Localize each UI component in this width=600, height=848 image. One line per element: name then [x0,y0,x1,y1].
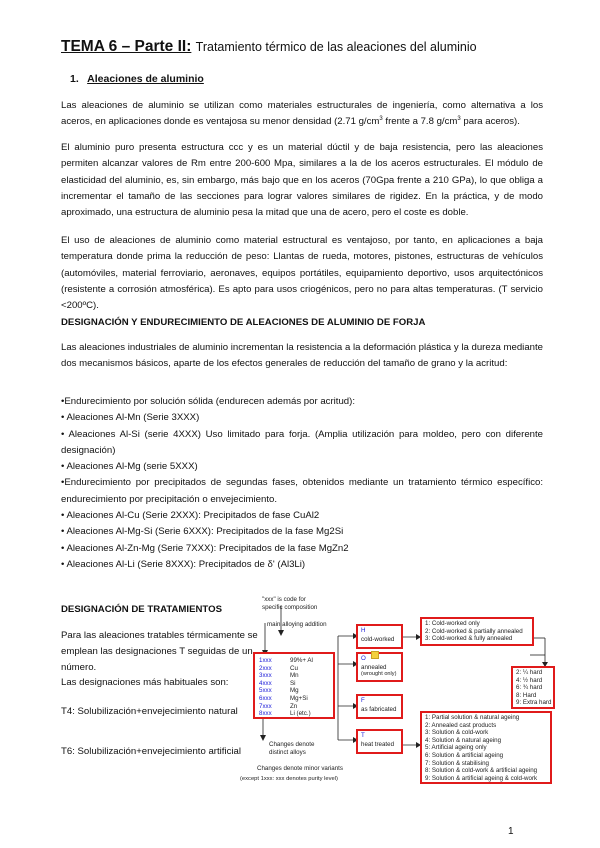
bullet-list [61,394,543,573]
list-item: 3: Solution & cold-work [425,729,489,737]
note-changes-distinct [269,741,314,756]
series-code: 2xxx [259,664,272,672]
list-item: • Aleaciones Al-Si (serie 4XXX) Uso limitado para forja. (Amplia utilización para moldeo, pero con diferente designación) [61,428,543,456]
series-element: Si [290,679,296,687]
temper-h-letter: H [361,627,366,634]
series-element: Zn [290,702,298,710]
list-item: 9: Solution & artificial ageing & cold-work [425,774,538,782]
heading-designacion-tratamientos: DESIGNACIÓN DE TRATAMIENTOS [61,604,222,615]
series-element: Cu [290,664,298,672]
list-item: 7: Solution & stabilising [425,759,489,767]
temper-h-box [356,624,403,649]
list-item: •Endurecimiento por precipitados de segundas fases, obtenidos mediante un tratamiento térmico específico: endurecimiento por precipitación o envejecimiento. [61,477,543,505]
temper-t-label: heat treated [361,741,395,748]
series-code: 5xxx [259,687,272,695]
note-changes-line2: distinct alloys [269,748,306,756]
paragraph-applications: El uso de aleaciones de aluminio como material estructural es ventajoso, por tanto, en aplicaciones a baja temperatura donde prima la reducción de peso: Llantas de rueda, motores, pistones, estructuras de vehículos (automóviles, material ferroviario, aeronaves, equipos portátiles, equipamiento deportivo, usos arquitectónicos (resistente a corrosión atmosférica). Es apto para usos criogénicos, pero no para altas temperaturas. (T servicio <200ºC). [61,235,543,312]
temper-t-letter: T [361,732,365,739]
series-code: 6xxx [259,694,272,702]
list-item: 2: Annealed cast products [425,721,497,729]
section-number: 1. [70,73,79,85]
note-changes-line1: Changes denote [269,741,315,748]
temper-o-label: annealed [361,664,387,671]
note-xxx-line1: "xxx" is code for [262,596,306,603]
temper-f-letter: F [361,697,365,704]
title-subtitle: Tratamiento térmico de las aleaciones del aluminio [195,40,477,54]
series-element: Mn [290,672,299,680]
note-marker-icon [371,651,379,659]
series-element: Li (etc.) [290,710,311,718]
section-title: Aleaciones de aluminio [87,73,204,85]
list-item: 2: ¼ hard [516,669,543,676]
paragraph-properties: El aluminio puro presenta estructura ccc y es un material dúctil y de baja resistencia, pero las aleaciones permiten alcanzar valores de Rm entre 200-600 Mpa, similares a la de los aceros estructurales. El módulo de elasticidad del aluminio, es, sin embargo, más bajo que en los aceros (70Gpa frente a 210 GPa), lo que obliga a incrementar el tamaño de las secciones para lograr valores similares de rigidez. En la práctica, y de modo aproximado, una estructura de aluminio pesa la mitad que una de acero, pero el coste es doble. [61,142,543,219]
note-except-1xxx: (except 1xxx: xxx denotes purity level) [240,776,338,782]
paragraph-density [61,98,543,131]
list-item: 6: Solution & artificial ageing [425,751,504,759]
note-main-alloying: main alloying addition [267,621,327,628]
list-item: • Aleaciones Al-Mn (Serie 3XXX) [61,412,200,424]
side-t4: T4: Solubilización+envejecimiento natural [61,706,238,717]
section-heading [70,73,204,85]
side-paragraph-t-designations: Para las aleaciones tratables térmicamente se emplean las designaciones T seguidas de un número. [61,630,258,674]
page-number: 1 [508,826,514,837]
list-item: 9: Extra hard [516,699,552,707]
list-item: • Aleaciones Al-Mg (serie 5XXX) [61,461,198,473]
para1-text-a: Las aleaciones de aluminio se utilizan como materiales estructurales de ingeniería, como alternativa a los aceros, en aplicaciones donde es ventajosa su menor densidad (2.71 g/cm [61,100,543,128]
series-code: 3xxx [259,672,272,680]
series-element: Mg+Si [290,694,308,702]
para1-text-b: frente a 7.8 g/cm [382,116,458,128]
list-item: 6: ¾ hard [516,684,543,692]
h-subdivisions-box [420,617,534,646]
list-item: 5: Artificial ageing only [425,744,487,752]
list-item: • Aleaciones Al-Li (Serie 8XXX): Precipitados de δ' (Al3Li) [61,558,306,570]
list-item: • Aleaciones Al-Mg-Si (Serie 6XXX): Precipitados de la fase Mg2Si [61,526,344,538]
list-item: 8: Hard [516,691,537,699]
series-code: 4xxx [259,679,272,687]
series-elements [290,657,313,718]
series-code: 7xxx [259,702,272,710]
list-item: 3: Cold-worked & fully annealed [425,635,513,643]
temper-o-sublabel: (wrought only) [361,671,397,677]
series-code: 1xxx [259,657,272,664]
list-item: • Aleaciones Al-Zn-Mg (Serie 7XXX): Precipitados de la fase MgZn2 [61,542,349,554]
list-item: 1: Partial solution & natural ageing [425,714,520,721]
hardness-levels-box [511,666,555,709]
heading-designacion-forja: DESIGNACIÓN Y ENDURECIMIENTO DE ALEACIONES DE ALUMINIO DE FORJA [61,317,426,328]
series-box [253,652,335,719]
side-paragraph-common: Las designaciones más habituales son: [61,677,229,688]
hardness-levels-list [516,669,551,707]
list-item: 4: ½ hard [516,676,543,684]
list-item: 4: Solution & natural ageing [425,736,502,744]
list-item: 8: Solution & cold-work & artificial ageing [425,767,538,775]
temper-o-letter: O [361,655,366,662]
side-t6: T6: Solubilización+envejecimiento artificial [61,746,241,757]
t-subdivisions-list [425,714,537,782]
title-main: TEMA 6 – Parte II: [61,38,192,55]
series-element: 99%+ Al [290,657,313,664]
list-item: •Endurecimiento por solución sólida (endurecen además por acritud): [61,396,355,407]
temper-t-box [356,729,403,754]
paragraph-mechanisms: Las aleaciones industriales de aluminio incrementan la resistencia a la deformación plástica y la dureza mediante dos mecanismos básicos, aparte de los efectos generales de reducción del tamaño de grano y la acritud: [61,342,543,370]
para1-sup2: 3 [457,116,461,123]
list-item: 1: Cold-worked only [425,620,480,627]
para1-text-c: para aceros). [460,116,520,128]
list-item: 2: Cold-worked & partially annealed [425,627,523,635]
h-subdivisions-list [425,620,523,643]
t-subdivisions-box [420,711,552,784]
para1-sup1: 3 [379,116,383,123]
temper-h-label: cold-worked [361,636,395,643]
temper-f-box [356,694,403,719]
temper-o-box [356,652,403,682]
note-changes-minor: Changes denote minor variants [257,765,343,772]
note-xxx-code [262,596,317,611]
temper-f-label: as fabricated [361,706,397,713]
note-xxx-line2: specific composition [262,603,318,611]
series-element: Mg [290,687,299,695]
series-code: 8xxx [259,710,272,718]
page-title [61,38,477,56]
list-item: • Aleaciones Al-Cu (Serie 2XXX): Precipitados de fase CuAl2 [61,510,320,522]
